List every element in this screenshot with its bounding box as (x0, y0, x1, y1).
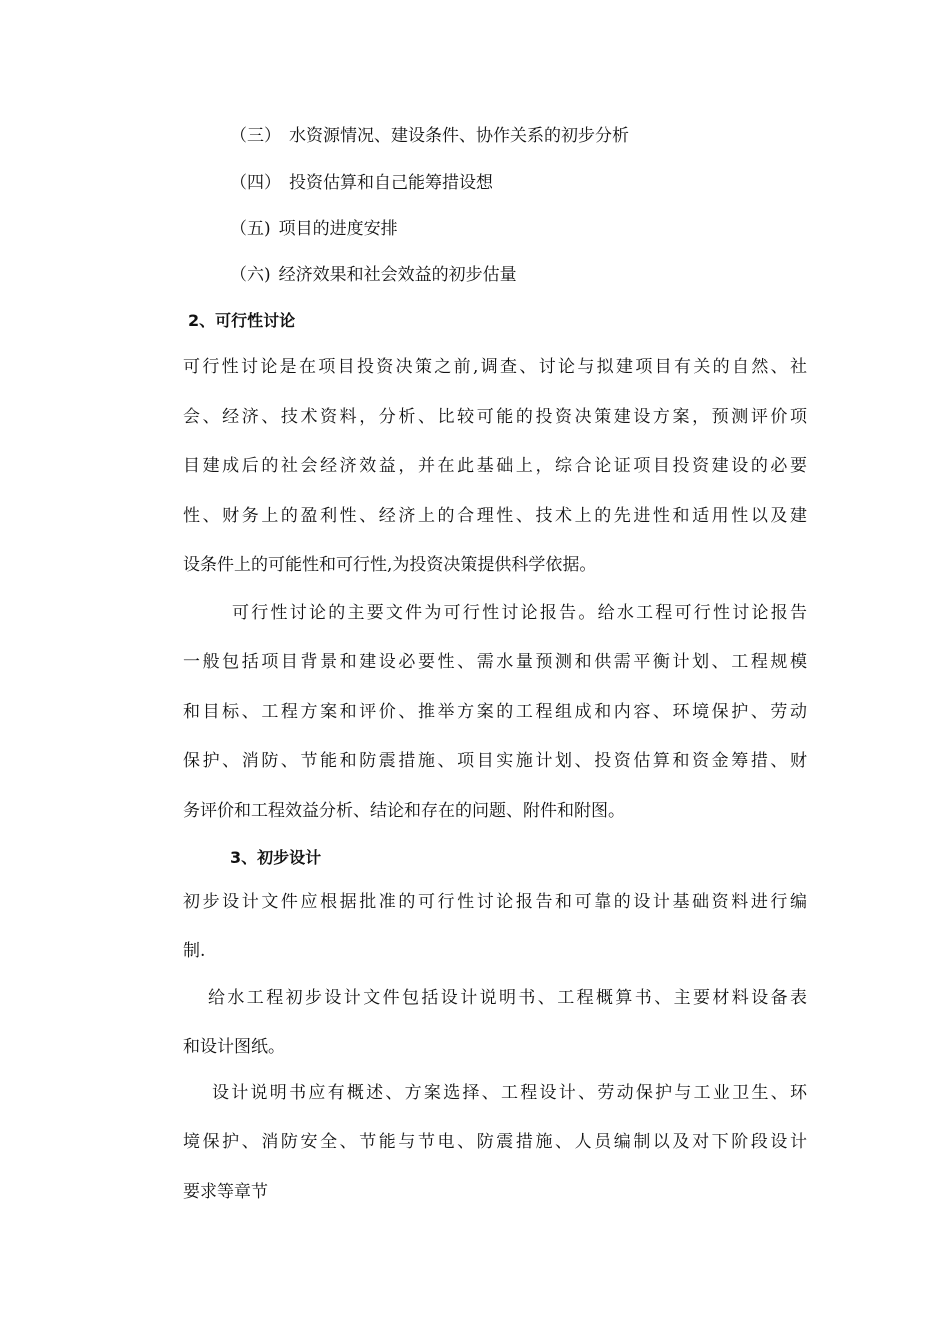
item-text: 项目的进度安排 (278, 219, 398, 239)
item-text: 水资源情况、建设条件、协作关系的初步分析 (289, 126, 629, 146)
paragraph-line: 设条件上的可能性和可行性,为投资决策提供科学依据。 (183, 555, 597, 575)
paragraph-line: 和设计图纸。 (183, 1037, 285, 1057)
item-text: 投资估算和自己能筹措设想 (289, 173, 493, 193)
list-item (230, 263, 517, 287)
paragraph-line: 目建成后的社会经济效益，并在此基础上，综合论证项目投资建设的必要 (183, 456, 807, 476)
item-number: （三） (230, 126, 281, 146)
paragraph-line: 给水工程初步设计文件包括设计说明书、工程概算书、主要材料设备表 (208, 988, 807, 1008)
list-item (230, 217, 398, 241)
paragraph-line: 一般包括项目背景和建设必要性、需水量预测和供需平衡计划、工程规模 (183, 652, 807, 672)
paragraph-line: 可行性讨论是在项目投资决策之前,调查、讨论与拟建项目有关的自然、社 (183, 357, 807, 377)
item-number: （六) (230, 265, 271, 285)
paragraph-line: 要求等章节 (183, 1182, 268, 1202)
paragraph-line: 保护、消防、节能和防震措施、项目实施计划、投资估算和资金筹措、财 (183, 751, 807, 771)
paragraph-line: 务评价和工程效益分析、结论和存在的问题、附件和附图。 (183, 801, 625, 821)
section-heading: 2、可行性讨论 (188, 311, 296, 330)
list-item (230, 171, 493, 195)
paragraph-line: 可行性讨论的主要文件为可行性讨论报告。给水工程可行性讨论报告 (232, 603, 807, 623)
paragraph-line: 会、经济、技术资料，分析、比较可能的投资决策建设方案，预测评价项 (183, 407, 807, 427)
list-item (230, 124, 629, 148)
item-number: （五) (230, 219, 271, 239)
paragraph-line: 性、财务上的盈利性、经济上的合理性、技术上的先进性和适用性以及建 (183, 506, 807, 526)
section-heading: 3、初步设计 (230, 848, 322, 867)
item-text: 经济效果和社会效益的初步估量 (278, 265, 517, 285)
paragraph-line: 和目标、工程方案和评价、推举方案的工程组成和内容、环境保护、劳动 (183, 702, 807, 722)
paragraph-line: 初步设计文件应根据批准的可行性讨论报告和可靠的设计基础资料进行编 (183, 892, 807, 912)
paragraph-line: 制. (183, 941, 206, 961)
item-number: （四） (230, 173, 281, 193)
paragraph-line: 设计说明书应有概述、方案选择、工程设计、劳动保护与工业卫生、环 (212, 1083, 807, 1103)
paragraph-line: 境保护、消防安全、节能与节电、防震措施、人员编制以及对下阶段设计 (183, 1132, 807, 1152)
